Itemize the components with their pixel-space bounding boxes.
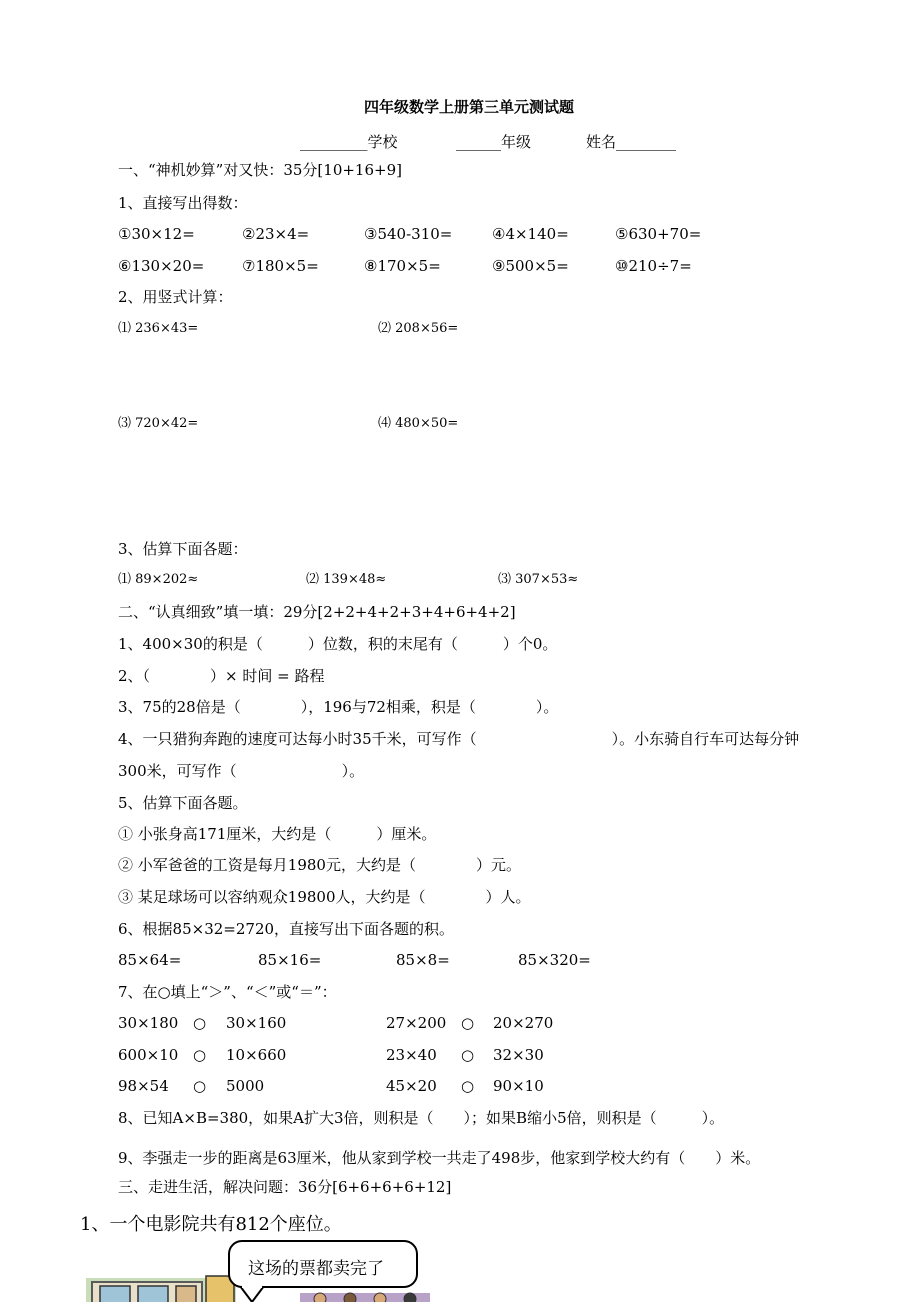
- school-field[interactable]: _________学校: [300, 133, 398, 151]
- compare-circle[interactable]: ○: [461, 1014, 475, 1032]
- compare-left: 600×10: [118, 1046, 179, 1064]
- s2-q8: 8、已知A×B=380，如果A扩大3倍，则积是（ ）；如果B缩小5倍，则积是（ ）。: [118, 1109, 725, 1127]
- vertical-calc-item: ⑶ 720×42=: [118, 416, 199, 431]
- calc-item: ③540-310=: [364, 225, 453, 243]
- section1-heading: 一、“神机妙算”对又快：35分[10+16+9]: [118, 161, 402, 179]
- product-item: 85×16=: [258, 951, 322, 969]
- compare-right: 10×660: [226, 1046, 287, 1064]
- calc-item: ⑦180×5=: [242, 257, 319, 275]
- compare-right: 5000: [226, 1077, 265, 1095]
- s3-q1: 1、一个电影院共有812个座位。: [80, 1214, 342, 1235]
- product-item: 85×320=: [518, 951, 591, 969]
- s2-q9: 9、李强走一步的距离是63厘米，他从家到学校一共走了498步，他家到学校大约有（ ）米。: [118, 1149, 761, 1167]
- calc-item: ①30×12=: [118, 225, 195, 243]
- s2-q5-item: ③ 某足球场可以容纳观众19800人，大约是（ ）人。: [118, 888, 531, 906]
- compare-left: 45×20: [386, 1077, 437, 1095]
- compare-right: 32×30: [493, 1046, 544, 1064]
- cinema-illustration: [86, 1272, 236, 1302]
- s2-q2: 2、（ ）× 时间 = 路程: [118, 667, 325, 685]
- s1-q2-label: 2、用竖式计算：: [118, 288, 233, 306]
- estimate-item: ⑵ 139×48≈: [306, 572, 387, 587]
- page-title: 四年级数学上册第三单元测试题: [364, 98, 575, 116]
- compare-left: 23×40: [386, 1046, 437, 1064]
- compare-circle[interactable]: ○: [193, 1077, 207, 1095]
- compare-left: 30×180: [118, 1014, 179, 1032]
- compare-right: 20×270: [493, 1014, 554, 1032]
- s2-q5-item: ② 小军爸爸的工资是每月1980元，大约是（ ）元。: [118, 856, 521, 874]
- vertical-calc-item: ⑴ 236×43=: [118, 321, 199, 336]
- s2-q5-item: ① 小张身高171厘米，大约是（ ）厘米。: [118, 825, 437, 843]
- vertical-calc-item: ⑷ 480×50=: [378, 416, 459, 431]
- s2-q7-label: 7、在○填上“＞”、“＜”或“＝”：: [118, 983, 337, 1001]
- estimate-item: ⑴ 89×202≈: [118, 572, 199, 587]
- s2-q4b: 300米，可写作（ ）。: [118, 762, 365, 780]
- product-item: 85×8=: [396, 951, 450, 969]
- compare-circle[interactable]: ○: [461, 1077, 475, 1095]
- speech-bubble-text: 这场的票都卖完了: [248, 1259, 384, 1279]
- calc-item: ②23×4=: [242, 225, 310, 243]
- s2-q3: 3、75的28倍是（ ），196与72相乘，积是（ ）。: [118, 698, 559, 716]
- compare-right: 90×10: [493, 1077, 544, 1095]
- s1-q3-label: 3、估算下面各题：: [118, 540, 248, 558]
- s2-q6-label: 6、根据85×32=2720，直接写出下面各题的积。: [118, 920, 455, 938]
- calc-item: ⑥130×20=: [118, 257, 205, 275]
- compare-left: 98×54: [118, 1077, 169, 1095]
- name-field[interactable]: 姓名________: [586, 133, 677, 151]
- vertical-calc-item: ⑵ 208×56=: [378, 321, 459, 336]
- calc-item: ④4×140=: [492, 225, 569, 243]
- section2-heading: 二、“认真细致”填一填：29分[2+2+4+2+3+4+6+4+2]: [118, 603, 516, 621]
- speech-bubble: [228, 1240, 418, 1288]
- estimate-item: ⑶ 307×53≈: [498, 572, 579, 587]
- compare-circle[interactable]: ○: [193, 1046, 207, 1064]
- speech-bubble-tail: [234, 1286, 294, 1302]
- compare-circle[interactable]: ○: [461, 1046, 475, 1064]
- calc-item: ⑤630+70=: [615, 225, 702, 243]
- section3-heading: 三、走进生活，解决问题：36分[6+6+6+6+12]: [118, 1178, 452, 1196]
- calc-item: ⑨500×5=: [492, 257, 569, 275]
- grade-field[interactable]: ______年级: [456, 133, 532, 151]
- s2-q1: 1、400×30的积是（ ）位数，积的末尾有（ ）个0。: [118, 635, 558, 653]
- compare-right: 30×160: [226, 1014, 287, 1032]
- product-item: 85×64=: [118, 951, 182, 969]
- s1-q1-label: 1、直接写出得数：: [118, 194, 248, 212]
- crowd-illustration: [300, 1288, 430, 1302]
- calc-item: ⑩210÷7=: [615, 257, 692, 275]
- calc-item: ⑧170×5=: [364, 257, 441, 275]
- compare-left: 27×200: [386, 1014, 447, 1032]
- s2-q4a: 4、一只猎狗奔跑的速度可达每小时35千米，可写作（ ）。小东骑自行车可达每分钟: [118, 730, 800, 748]
- s2-q5-label: 5、估算下面各题。: [118, 794, 248, 812]
- compare-circle[interactable]: ○: [193, 1014, 207, 1032]
